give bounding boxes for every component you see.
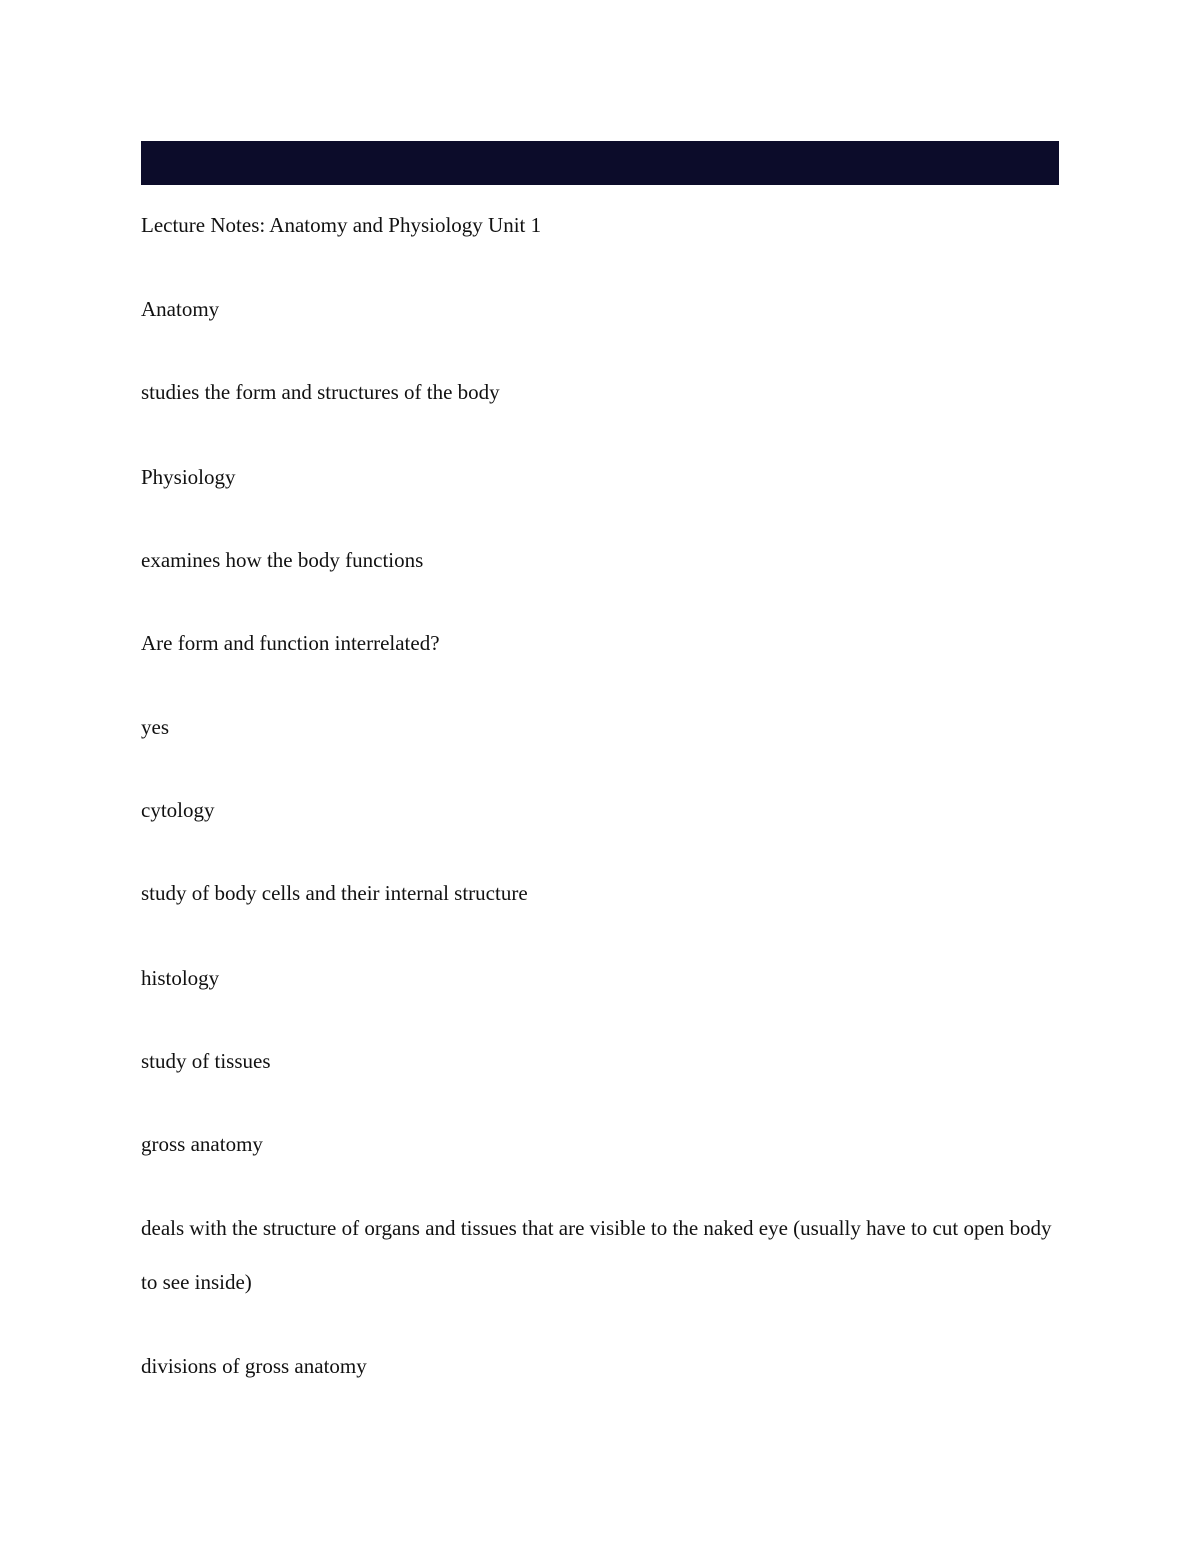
definition-cytology: study of body cells and their internal structure (141, 881, 528, 905)
term-gross-anatomy: gross anatomy (141, 1132, 263, 1156)
term-divisions-gross-anatomy: divisions of gross anatomy (141, 1354, 367, 1378)
term-anatomy: Anatomy (141, 297, 220, 321)
question-form-function: Are form and function interrelated? (141, 631, 440, 655)
term-physiology: Physiology (141, 465, 236, 489)
definition-physiology: examines how the body functions (141, 548, 424, 572)
definition-gross-anatomy: deals with the structure of organs and tissues that are visible to the naked eye (usually have to cut open body to see inside) (141, 1216, 1052, 1294)
definition-anatomy: studies the form and structures of the body (141, 380, 500, 404)
definition-histology: study of tissues (141, 1049, 271, 1073)
term-histology: histology (141, 966, 220, 990)
term-cytology: cytology (141, 798, 215, 822)
document-title: Lecture Notes: Anatomy and Physiology Unit 1 (141, 213, 542, 237)
header-bar (141, 141, 1059, 185)
answer-yes: yes (141, 715, 169, 739)
